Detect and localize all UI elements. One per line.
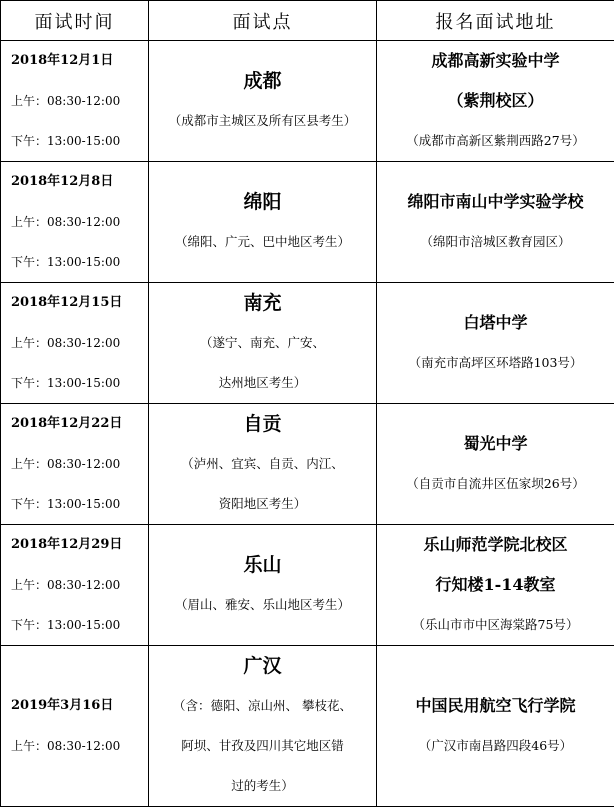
interview-date: 2018年12月15日 — [11, 283, 148, 323]
time-cell — [1, 525, 149, 646]
table-row — [1, 41, 614, 162]
time-cell — [1, 283, 149, 404]
city-name: 广汉 — [149, 646, 376, 686]
venue-address: （绵阳市涪城区教育园区） — [377, 222, 614, 262]
time-cell — [1, 162, 149, 283]
venue-name: 绵阳市南山中学实验学校 — [377, 182, 614, 222]
morning-time: 上午：08:30-12:00 — [11, 726, 148, 766]
afternoon-time: 下午：13:00-15:00 — [11, 605, 148, 645]
morning-time: 上午：08:30-12:00 — [11, 323, 148, 363]
address-cell — [377, 646, 614, 807]
scope-note: （遂宁、南充、广安、 — [149, 323, 376, 363]
address-cell — [377, 525, 614, 646]
venue-name: 成都高新实验中学 — [377, 41, 614, 81]
address-cell — [377, 283, 614, 404]
afternoon-time: 下午：13:00-15:00 — [11, 121, 148, 161]
header-place: 面试点 — [149, 1, 377, 41]
scope-note: 达州地区考生） — [149, 363, 376, 403]
morning-time: 上午：08:30-12:00 — [11, 444, 148, 484]
morning-time: 上午：08:30-12:00 — [11, 202, 148, 242]
address-cell — [377, 41, 614, 162]
table-row — [1, 525, 614, 646]
place-cell — [149, 162, 377, 283]
venue-name: 乐山师范学院北校区 — [377, 525, 614, 565]
city-name: 成都 — [149, 61, 376, 101]
venue-name: 蜀光中学 — [377, 424, 614, 464]
header-address: 报名面试地址 — [377, 1, 614, 41]
interview-date: 2019年3月16日 — [11, 686, 148, 726]
interview-date: 2018年12月1日 — [11, 41, 148, 81]
table-row — [1, 283, 614, 404]
table-row — [1, 162, 614, 283]
scope-note: （含：德阳、凉山州、 攀枝花、 — [149, 686, 376, 726]
place-cell — [149, 283, 377, 404]
table-row — [1, 404, 614, 525]
header-time: 面试时间 — [1, 1, 149, 41]
morning-time: 上午：08:30-12:00 — [11, 81, 148, 121]
interview-date: 2018年12月8日 — [11, 162, 148, 202]
interview-date: 2018年12月22日 — [11, 404, 148, 444]
table-row — [1, 646, 614, 807]
time-cell — [1, 404, 149, 525]
afternoon-time: 下午：13:00-15:00 — [11, 363, 148, 403]
scope-note: 过的考生） — [149, 766, 376, 806]
scope-note: （绵阳、广元、巴中地区考生） — [149, 222, 376, 262]
scope-note: 阿坝、甘孜及四川其它地区错 — [149, 726, 376, 766]
place-cell — [149, 646, 377, 807]
place-cell — [149, 41, 377, 162]
venue-address: （自贡市自流井区伍家坝26号） — [377, 464, 614, 504]
place-cell — [149, 525, 377, 646]
venue-name: 白塔中学 — [377, 303, 614, 343]
time-cell — [1, 41, 149, 162]
time-cell — [1, 646, 149, 807]
afternoon-time: 下午：13:00-15:00 — [11, 484, 148, 524]
place-cell — [149, 404, 377, 525]
city-name: 乐山 — [149, 545, 376, 585]
scope-note: （成都市主城区及所有区县考生） — [149, 101, 376, 141]
city-name: 绵阳 — [149, 182, 376, 222]
venue-address: （南充市高坪区环塔路103号） — [377, 343, 614, 383]
morning-time: 上午：08:30-12:00 — [11, 565, 148, 605]
venue-name: （紫荆校区） — [377, 81, 614, 121]
city-name: 南充 — [149, 283, 376, 323]
scope-note: （眉山、雅安、乐山地区考生） — [149, 585, 376, 625]
scope-note: 资阳地区考生） — [149, 484, 376, 524]
venue-address: （广汉市南昌路四段46号） — [377, 726, 614, 766]
address-cell — [377, 404, 614, 525]
afternoon-time: 下午：13:00-15:00 — [11, 242, 148, 282]
venue-name: 行知楼1-14教室 — [377, 565, 614, 605]
scope-note: （泸州、宜宾、自贡、内江、 — [149, 444, 376, 484]
venue-address: （乐山市市中区海棠路75号） — [377, 605, 614, 645]
venue-name: 中国民用航空飞行学院 — [377, 686, 614, 726]
interview-date: 2018年12月29日 — [11, 525, 148, 565]
address-cell — [377, 162, 614, 283]
header-row — [1, 1, 614, 41]
city-name: 自贡 — [149, 404, 376, 444]
venue-address: （成都市高新区紫荆西路27号） — [377, 121, 614, 161]
